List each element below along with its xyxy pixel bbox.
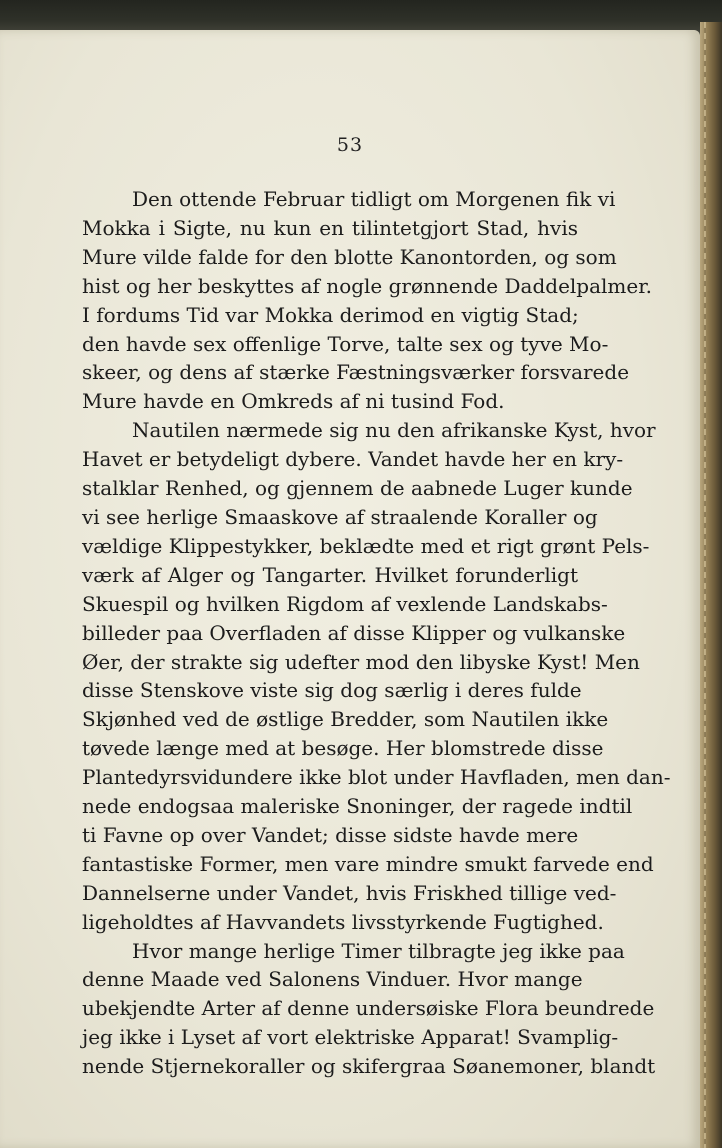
text-line: Øer, der strakte sig udefter mod den libyske Kyst! Men: [82, 649, 640, 674]
text-line: Den ottende Februar tidligt om Morgenen fik vi: [132, 187, 616, 211]
book-page: [0, 30, 700, 1148]
text-line: tøvede længe med at besøge. Her blomstrede disse: [82, 736, 604, 761]
text-line: nende Stjernekoraller og skifergraa Søanemoner, blandt: [82, 1054, 656, 1079]
text-line: fantastiske Former, men vare mindre smukt farvede end: [82, 851, 654, 876]
text-line: den havde sex offenlige Torve, talte sex og tyve Mo-: [82, 331, 609, 356]
text-line: Skuespil og hvilken Rigdom af vexlende Landskabs-: [82, 591, 608, 616]
text-line: vi see herlige Smaaskove af straalende Koraller og: [82, 504, 598, 529]
text-line: skeer, og dens af stærke Fæstningsværker forsvarede: [82, 360, 630, 385]
page-number: 53: [336, 134, 364, 156]
text-line: Nautilen nærmede sig nu den afrikanske Kyst, hvor: [132, 418, 656, 443]
text-line: ubekjendte Arter af denne undersøiske Flora beundrede: [82, 996, 655, 1021]
text-line: ligeholdtes af Havvandets livsstyrkende Fugtighed.: [82, 909, 604, 934]
text-line: Mure vilde falde for den blotte Kanontorden, og som: [82, 244, 617, 269]
text-line: I fordums Tid var Mokka derimod en vigtig Stad;: [82, 302, 579, 327]
text-line: jeg ikke i Lyset af vort elektriske Apparat! Svamplig-: [82, 1025, 619, 1050]
body-text: [82, 185, 671, 1081]
text-line: vældige Klippestykker, beklædte med et rigt grønt Pels-: [82, 533, 650, 558]
text-line: hist og her beskyttes af nogle grønnende Daddelpalmer.: [82, 273, 652, 298]
page-edges: [700, 22, 722, 1148]
text-line: nede endogsaa maleriske Snoninger, der ragede indtil: [82, 794, 633, 819]
text-line: værk af Alger og Tangarter. Hvilket forunderligt: [82, 562, 578, 587]
text-line: Hvor mange herlige Timer tilbragte jeg ikke paa: [132, 938, 625, 963]
text-line: Skjønhed ved de østlige Bredder, som Nautilen ikke: [82, 707, 609, 732]
text-line: Mure havde en Omkreds af ni tusind Fod.: [82, 389, 505, 414]
text-line: Plantedyrsvidundere ikke blot under Havfladen, men dan-: [82, 765, 671, 790]
text-line: ti Favne op over Vandet; disse sidste havde mere: [82, 822, 579, 847]
text-line: Dannelserne under Vandet, hvis Friskhed tillige ved-: [82, 880, 617, 905]
text-line: stalklar Renhed, og gjennem de aabnede Luger kunde: [82, 476, 633, 501]
text-line: disse Stenskove viste sig dog særlig i deres fulde: [82, 678, 582, 703]
text-line: Mokka i Sigte, nu kun en tilintetgjort Stad, hvis: [82, 215, 578, 240]
text-line: denne Maade ved Salonens Vinduer. Hvor mange: [82, 967, 583, 992]
text-line: billeder paa Overfladen af disse Klipper og vulkanske: [82, 620, 626, 645]
text-line: Havet er betydeligt dybere. Vandet havde her en kry-: [82, 447, 624, 472]
